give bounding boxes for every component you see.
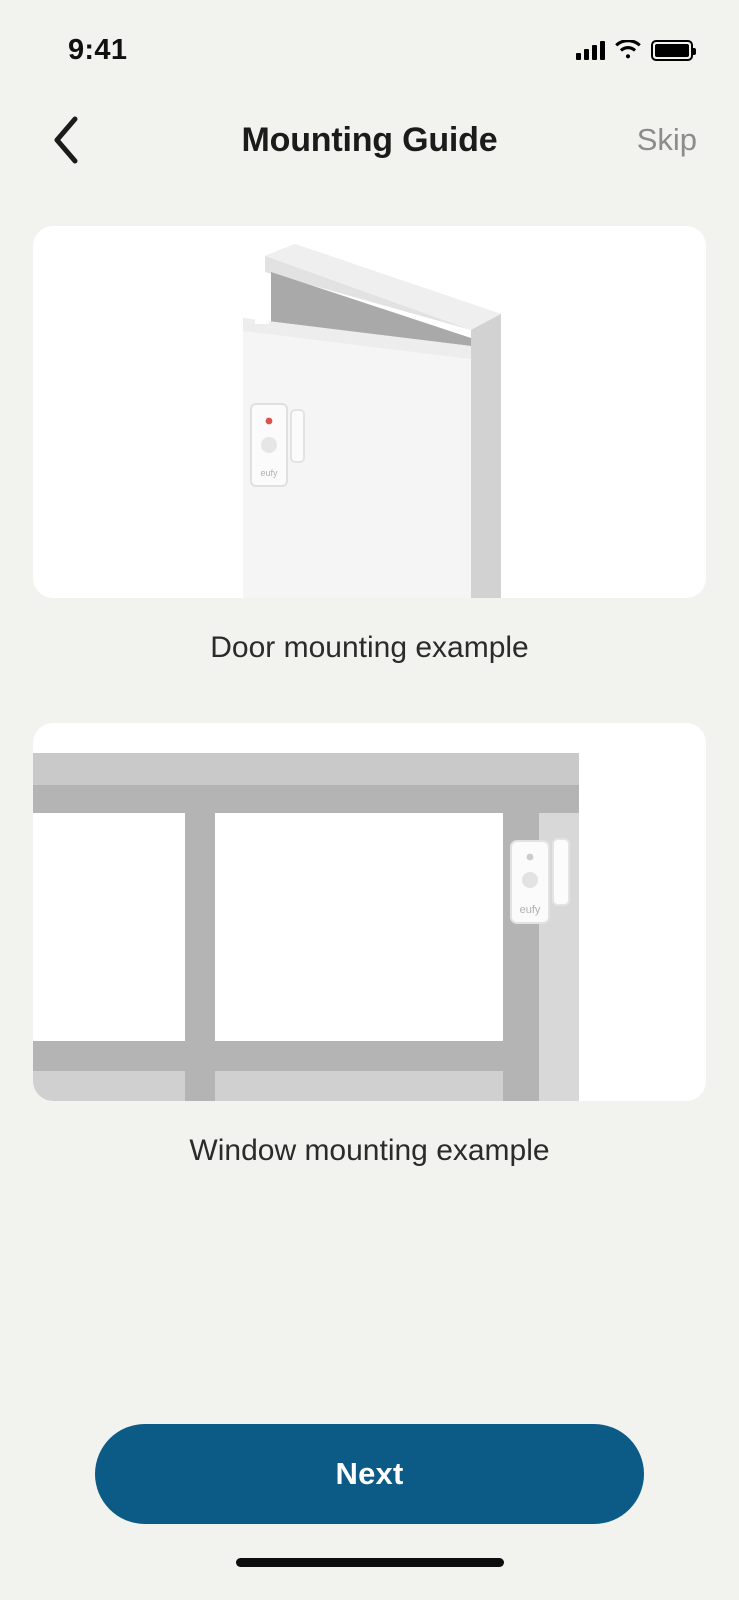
page-title: Mounting Guide [241, 120, 498, 159]
footer-actions [33, 1424, 706, 1524]
home-indicator-area [33, 1524, 706, 1600]
cellular-signal-icon [576, 40, 605, 60]
next-button[interactable]: Next [95, 1424, 644, 1524]
door-illustration-graphic [33, 226, 706, 598]
svg-text:eufy: eufy [519, 904, 541, 916]
chevron-left-icon [51, 115, 81, 165]
status-time: 9:41 [68, 33, 128, 66]
skip-button[interactable]: Skip [633, 122, 701, 158]
wifi-icon [615, 40, 641, 60]
window-mounting-illustration [33, 723, 706, 1101]
home-indicator[interactable] [236, 1558, 504, 1567]
door-mounting-caption: Door mounting example [210, 631, 529, 664]
status-icons [576, 40, 693, 61]
window-mounting-caption: Window mounting example [189, 1134, 550, 1167]
window-illustration-graphic [33, 723, 706, 1101]
navigation-bar [0, 92, 739, 188]
battery-icon [651, 40, 693, 61]
back-button[interactable] [38, 112, 94, 168]
status-bar [0, 0, 739, 92]
door-mounting-illustration [33, 226, 706, 598]
svg-text:eufy: eufy [260, 468, 278, 478]
main-content [0, 188, 739, 1600]
